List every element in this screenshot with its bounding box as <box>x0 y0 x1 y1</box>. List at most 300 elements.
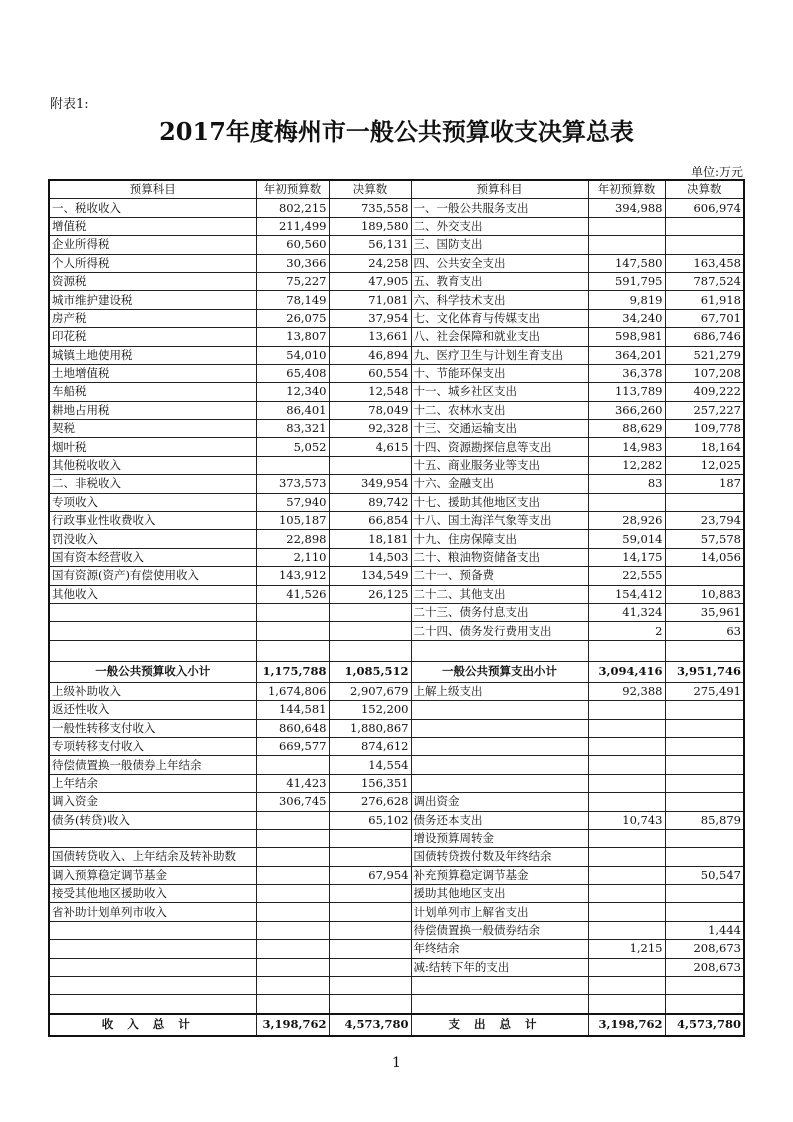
expense-budget-cell: 2 <box>588 622 665 640</box>
expense-subject-cell: 待偿债置换一般债券结余 <box>411 921 588 939</box>
attachment-label: 附表1: <box>50 97 89 112</box>
expense-subject-cell: 十、节能环保支出 <box>411 364 588 382</box>
expense-budget-cell: 598,981 <box>588 328 665 346</box>
income-final-cell: 89,742 <box>329 493 411 511</box>
expense-subject-cell: 一、一般公共服务支出 <box>411 199 588 217</box>
income-final-cell: 4,615 <box>329 438 411 456</box>
income-budget-cell: 41,423 <box>256 774 329 792</box>
income-final-cell: 24,258 <box>329 254 411 272</box>
expense-subject-cell: 四、公共安全支出 <box>411 254 588 272</box>
table-row <box>49 236 744 254</box>
expense-final-cell <box>665 829 744 847</box>
income-subject-cell: 接受其他地区援助收入 <box>49 885 256 903</box>
expense-budget-cell <box>588 977 665 995</box>
income-budget-cell: 5,052 <box>256 438 329 456</box>
table-row <box>49 603 744 621</box>
expense-subject-cell: 增设预算周转金 <box>411 829 588 847</box>
expense-final-cell: 1,444 <box>665 921 744 939</box>
income-budget-cell: 75,227 <box>256 272 329 290</box>
income-subject-cell: 国债转贷收入、上年结余及转补助数 <box>49 848 256 866</box>
income-budget-cell <box>256 622 329 640</box>
expense-final-cell <box>665 236 744 254</box>
income-final-cell <box>329 977 411 995</box>
income-budget-cell: 669,577 <box>256 737 329 755</box>
expense-final-cell: 275,491 <box>665 682 744 700</box>
expense-budget-cell <box>588 756 665 774</box>
income-subject-cell <box>49 977 256 995</box>
income-final-cell: 67,954 <box>329 866 411 884</box>
income-budget-cell: 12,340 <box>256 383 329 401</box>
income-final-cell: 276,628 <box>329 793 411 811</box>
income-subject-cell: 罚没收入 <box>49 530 256 548</box>
table-row <box>49 401 744 419</box>
expense-subject-cell: 二十一、预备费 <box>411 567 588 585</box>
expense-subject-cell: 二十、粮油物资储备支出 <box>411 548 588 566</box>
total-row <box>49 1014 744 1036</box>
income-budget-cell: 13,807 <box>256 328 329 346</box>
income-budget-cell <box>256 885 329 903</box>
expense-budget-cell: 394,988 <box>588 199 665 217</box>
expense-subject-cell: 六、科学技术支出 <box>411 291 588 309</box>
expense-budget-cell: 3,198,762 <box>588 1014 665 1036</box>
expense-budget-cell <box>588 829 665 847</box>
expense-final-cell: 67,701 <box>665 309 744 327</box>
table-row <box>49 346 744 364</box>
table-row <box>49 456 744 474</box>
income-subject-cell: 行政事业性收费收入 <box>49 512 256 530</box>
income-budget-cell <box>256 940 329 958</box>
table-row <box>49 567 744 585</box>
income-budget-cell: 373,573 <box>256 475 329 493</box>
income-budget-cell: 860,648 <box>256 719 329 737</box>
expense-budget-cell: 364,201 <box>588 346 665 364</box>
expense-budget-cell <box>588 848 665 866</box>
income-budget-cell: 1,674,806 <box>256 682 329 700</box>
table-row <box>49 309 744 327</box>
income-final-cell: 56,131 <box>329 236 411 254</box>
income-subject-cell: 国有资本经营收入 <box>49 548 256 566</box>
expense-subject-cell: 国债转贷拨付数及年终结余 <box>411 848 588 866</box>
table-row <box>49 977 744 995</box>
income-final-cell <box>329 995 411 1014</box>
expense-subject-cell <box>411 701 588 719</box>
expense-subject-cell <box>411 756 588 774</box>
expense-final-cell: 257,227 <box>665 401 744 419</box>
income-budget-cell: 1,175,788 <box>256 661 329 682</box>
expense-final-cell: 3,951,746 <box>665 661 744 682</box>
expense-budget-cell: 12,282 <box>588 456 665 474</box>
income-subject-cell: 增值税 <box>49 217 256 235</box>
table-row <box>49 328 744 346</box>
expense-subject-cell <box>411 719 588 737</box>
expense-final-cell: 4,573,780 <box>665 1014 744 1036</box>
income-budget-cell: 83,321 <box>256 420 329 438</box>
income-subject-cell: 调入预算稳定调节基金 <box>49 866 256 884</box>
income-subject-cell: 专项转移支付收入 <box>49 737 256 755</box>
table-row <box>49 585 744 603</box>
expense-subject-cell: 补充预算稳定调节基金 <box>411 866 588 884</box>
income-final-cell: 12,548 <box>329 383 411 401</box>
expense-subject-cell: 减:结转下年的支出 <box>411 958 588 976</box>
income-subject-cell: 国有资源(资产)有偿使用收入 <box>49 567 256 585</box>
income-subject-cell: 一般性转移支付收入 <box>49 719 256 737</box>
expense-budget-cell: 366,260 <box>588 401 665 419</box>
empty-cell <box>329 640 411 661</box>
table-row <box>49 866 744 884</box>
expense-budget-cell: 28,926 <box>588 512 665 530</box>
expense-subject-cell: 十九、住房保障支出 <box>411 530 588 548</box>
expense-final-cell <box>665 493 744 511</box>
expense-final-cell: 787,524 <box>665 272 744 290</box>
income-subject-cell: 债务(转贷)收入 <box>49 811 256 829</box>
expense-subject-cell: 上解上级支出 <box>411 682 588 700</box>
income-subject-cell: 城镇土地使用税 <box>49 346 256 364</box>
income-final-cell: 2,907,679 <box>329 682 411 700</box>
expense-budget-cell: 9,819 <box>588 291 665 309</box>
table-row <box>49 420 744 438</box>
expense-budget-cell: 36,378 <box>588 364 665 382</box>
expense-subject-cell: 十八、国土海洋气象等支出 <box>411 512 588 530</box>
income-budget-cell: 54,010 <box>256 346 329 364</box>
table-row <box>49 774 744 792</box>
header-income-budget: 年初预算数 <box>256 180 329 199</box>
expense-subject-cell: 援助其他地区支出 <box>411 885 588 903</box>
expense-final-cell <box>665 995 744 1014</box>
header-income-subject: 预算科目 <box>49 180 256 199</box>
income-subject-cell: 待偿债置换一般债券上年结余 <box>49 756 256 774</box>
expense-subject-cell: 二十二、其他支出 <box>411 585 588 603</box>
income-budget-cell <box>256 921 329 939</box>
income-budget-cell: 802,215 <box>256 199 329 217</box>
expense-subject-cell: 年终结余 <box>411 940 588 958</box>
expense-final-cell <box>665 701 744 719</box>
page-number: 1 <box>392 1055 401 1071</box>
income-final-cell: 349,954 <box>329 475 411 493</box>
expense-subject-cell: 二十三、债务付息支出 <box>411 603 588 621</box>
table-row <box>49 272 744 290</box>
income-budget-cell: 26,075 <box>256 309 329 327</box>
table-row <box>49 548 744 566</box>
income-final-cell: 60,554 <box>329 364 411 382</box>
expense-final-cell <box>665 756 744 774</box>
expense-final-cell: 109,778 <box>665 420 744 438</box>
expense-final-cell <box>665 774 744 792</box>
table-row <box>49 848 744 866</box>
table-row <box>49 291 744 309</box>
income-final-cell <box>329 921 411 939</box>
expense-budget-cell <box>588 793 665 811</box>
expense-subject-cell: 十七、援助其他地区支出 <box>411 493 588 511</box>
empty-cell <box>588 640 665 661</box>
table-row <box>49 217 744 235</box>
income-budget-cell <box>256 829 329 847</box>
expense-final-cell <box>665 737 744 755</box>
income-subject-cell: 印花税 <box>49 328 256 346</box>
header-expense-budget: 年初预算数 <box>588 180 665 199</box>
expense-subject-cell <box>411 737 588 755</box>
expense-final-cell: 12,025 <box>665 456 744 474</box>
expense-budget-cell: 591,795 <box>588 272 665 290</box>
expense-final-cell: 107,208 <box>665 364 744 382</box>
expense-final-cell <box>665 903 744 921</box>
expense-budget-cell <box>588 903 665 921</box>
expense-budget-cell: 10,743 <box>588 811 665 829</box>
expense-budget-cell <box>588 701 665 719</box>
expense-subject-cell: 三、国防支出 <box>411 236 588 254</box>
income-final-cell: 65,102 <box>329 811 411 829</box>
expense-subject-cell: 十五、商业服务业等支出 <box>411 456 588 474</box>
expense-budget-cell: 92,388 <box>588 682 665 700</box>
income-budget-cell: 306,745 <box>256 793 329 811</box>
income-final-cell: 66,854 <box>329 512 411 530</box>
income-budget-cell: 22,898 <box>256 530 329 548</box>
table-row <box>49 199 744 217</box>
table-row <box>49 701 744 719</box>
income-final-cell: 13,661 <box>329 328 411 346</box>
table-header-row <box>49 180 744 199</box>
table-row <box>49 254 744 272</box>
income-final-cell: 156,351 <box>329 774 411 792</box>
income-subject-cell: 城市维护建设税 <box>49 291 256 309</box>
expense-subject-cell <box>411 977 588 995</box>
table-row <box>49 622 744 640</box>
income-budget-cell: 211,499 <box>256 217 329 235</box>
table-row <box>49 364 744 382</box>
table-row <box>49 921 744 939</box>
income-subject-cell: 一般公共预算收入小计 <box>49 661 256 682</box>
expense-final-cell: 18,164 <box>665 438 744 456</box>
expense-final-cell: 35,961 <box>665 603 744 621</box>
empty-cell <box>256 640 329 661</box>
income-budget-cell: 144,581 <box>256 701 329 719</box>
income-budget-cell <box>256 456 329 474</box>
expense-subject-cell: 十二、农林水支出 <box>411 401 588 419</box>
table-row <box>49 995 744 1014</box>
header-expense-subject: 预算科目 <box>411 180 588 199</box>
income-budget-cell <box>256 603 329 621</box>
table-row <box>49 383 744 401</box>
expense-subject-cell: 支出总计 <box>411 1014 588 1036</box>
income-final-cell: 18,181 <box>329 530 411 548</box>
expense-subject-cell <box>411 995 588 1014</box>
expense-budget-cell <box>588 921 665 939</box>
expense-final-cell: 409,222 <box>665 383 744 401</box>
table-row <box>49 903 744 921</box>
budget-table <box>48 179 745 1037</box>
table-row <box>49 493 744 511</box>
expense-budget-cell: 59,014 <box>588 530 665 548</box>
income-budget-cell <box>256 756 329 774</box>
table-row <box>49 438 744 456</box>
expense-subject-cell: 十六、金融支出 <box>411 475 588 493</box>
expense-subject-cell: 十四、资源勘探信息等支出 <box>411 438 588 456</box>
income-budget-cell: 30,366 <box>256 254 329 272</box>
income-final-cell: 37,954 <box>329 309 411 327</box>
income-subject-cell: 契税 <box>49 420 256 438</box>
expense-final-cell: 50,547 <box>665 866 744 884</box>
income-final-cell: 4,573,780 <box>329 1014 411 1036</box>
expense-budget-cell <box>588 958 665 976</box>
income-final-cell <box>329 603 411 621</box>
expense-budget-cell: 41,324 <box>588 603 665 621</box>
expense-final-cell: 85,879 <box>665 811 744 829</box>
expense-final-cell: 10,883 <box>665 585 744 603</box>
expense-final-cell: 14,056 <box>665 548 744 566</box>
expense-budget-cell: 154,412 <box>588 585 665 603</box>
expense-subject-cell: 债务还本支出 <box>411 811 588 829</box>
income-subject-cell: 其他税收收入 <box>49 456 256 474</box>
income-final-cell <box>329 829 411 847</box>
income-final-cell: 47,905 <box>329 272 411 290</box>
income-final-cell <box>329 940 411 958</box>
expense-subject-cell: 七、文化体育与传媒支出 <box>411 309 588 327</box>
income-subject-cell: 上年结余 <box>49 774 256 792</box>
income-final-cell <box>329 958 411 976</box>
income-budget-cell <box>256 958 329 976</box>
empty-cell <box>49 640 256 661</box>
income-subject-cell <box>49 958 256 976</box>
income-subject-cell: 车船税 <box>49 383 256 401</box>
income-subject-cell: 省补助计划单列市收入 <box>49 903 256 921</box>
income-subject-cell: 专项收入 <box>49 493 256 511</box>
income-budget-cell: 78,149 <box>256 291 329 309</box>
expense-subject-cell: 二十四、债务发行费用支出 <box>411 622 588 640</box>
expense-budget-cell: 113,789 <box>588 383 665 401</box>
expense-budget-cell: 22,555 <box>588 567 665 585</box>
expense-subject-cell: 十一、城乡社区支出 <box>411 383 588 401</box>
income-final-cell <box>329 848 411 866</box>
income-final-cell: 14,554 <box>329 756 411 774</box>
table-row <box>49 756 744 774</box>
expense-final-cell: 187 <box>665 475 744 493</box>
blank-row <box>49 640 744 661</box>
income-budget-cell <box>256 811 329 829</box>
income-budget-cell: 143,912 <box>256 567 329 585</box>
table-row <box>49 811 744 829</box>
expense-budget-cell: 3,094,416 <box>588 661 665 682</box>
expense-subject-cell: 十三、交通运输支出 <box>411 420 588 438</box>
income-subject-cell: 房产税 <box>49 309 256 327</box>
income-subject-cell: 耕地占用税 <box>49 401 256 419</box>
expense-final-cell <box>665 793 744 811</box>
header-income-final: 决算数 <box>329 180 411 199</box>
expense-final-cell: 23,794 <box>665 512 744 530</box>
expense-final-cell: 163,458 <box>665 254 744 272</box>
expense-budget-cell: 14,175 <box>588 548 665 566</box>
income-budget-cell: 57,940 <box>256 493 329 511</box>
income-subject-cell: 其他收入 <box>49 585 256 603</box>
income-final-cell <box>329 903 411 921</box>
expense-budget-cell <box>588 217 665 235</box>
income-subject-cell: 一、税收收入 <box>49 199 256 217</box>
page-title: 2017年度梅州市一般公共预算收支决算总表 <box>159 117 634 146</box>
header-expense-final: 决算数 <box>665 180 744 199</box>
expense-final-cell: 686,746 <box>665 328 744 346</box>
expense-final-cell: 208,673 <box>665 940 744 958</box>
expense-budget-cell <box>588 737 665 755</box>
income-final-cell <box>329 456 411 474</box>
table-row <box>49 530 744 548</box>
table-row <box>49 940 744 958</box>
expense-final-cell <box>665 848 744 866</box>
income-subject-cell: 二、非税收入 <box>49 475 256 493</box>
expense-budget-cell: 83 <box>588 475 665 493</box>
expense-final-cell <box>665 217 744 235</box>
expense-final-cell: 606,974 <box>665 199 744 217</box>
expense-budget-cell <box>588 885 665 903</box>
income-subject-cell: 返还性收入 <box>49 701 256 719</box>
income-final-cell: 92,328 <box>329 420 411 438</box>
income-subject-cell: 资源税 <box>49 272 256 290</box>
expense-subject-cell: 计划单列市上解省支出 <box>411 903 588 921</box>
expense-subject-cell <box>411 774 588 792</box>
income-subject-cell <box>49 921 256 939</box>
income-final-cell: 1,880,867 <box>329 719 411 737</box>
table-row <box>49 829 744 847</box>
income-budget-cell <box>256 977 329 995</box>
income-final-cell: 189,580 <box>329 217 411 235</box>
table-row <box>49 475 744 493</box>
table-row <box>49 719 744 737</box>
income-budget-cell: 86,401 <box>256 401 329 419</box>
expense-subject-cell: 九、医疗卫生与计划生育支出 <box>411 346 588 364</box>
income-budget-cell: 41,526 <box>256 585 329 603</box>
income-final-cell: 152,200 <box>329 701 411 719</box>
table-row <box>49 885 744 903</box>
expense-subject-cell: 五、教育支出 <box>411 272 588 290</box>
expense-budget-cell: 88,629 <box>588 420 665 438</box>
income-subject-cell: 烟叶税 <box>49 438 256 456</box>
income-subject-cell: 收入总计 <box>49 1014 256 1036</box>
expense-final-cell: 61,918 <box>665 291 744 309</box>
income-subject-cell: 个人所得税 <box>49 254 256 272</box>
expense-budget-cell <box>588 236 665 254</box>
expense-final-cell <box>665 719 744 737</box>
expense-budget-cell: 14,983 <box>588 438 665 456</box>
income-final-cell: 874,612 <box>329 737 411 755</box>
income-budget-cell: 2,110 <box>256 548 329 566</box>
expense-budget-cell <box>588 866 665 884</box>
income-budget-cell <box>256 848 329 866</box>
income-subject-cell <box>49 603 256 621</box>
subtotal-row <box>49 661 744 682</box>
expense-subject-cell: 一般公共预算支出小计 <box>411 661 588 682</box>
table-row <box>49 737 744 755</box>
expense-final-cell <box>665 567 744 585</box>
income-budget-cell: 60,560 <box>256 236 329 254</box>
income-budget-cell: 105,187 <box>256 512 329 530</box>
table-row <box>49 682 744 700</box>
expense-budget-cell: 1,215 <box>588 940 665 958</box>
income-subject-cell: 调入资金 <box>49 793 256 811</box>
income-budget-cell: 65,408 <box>256 364 329 382</box>
expense-subject-cell: 八、社会保障和就业支出 <box>411 328 588 346</box>
income-subject-cell: 企业所得税 <box>49 236 256 254</box>
income-final-cell: 26,125 <box>329 585 411 603</box>
income-subject-cell: 土地增值税 <box>49 364 256 382</box>
expense-final-cell: 208,673 <box>665 958 744 976</box>
expense-budget-cell <box>588 719 665 737</box>
income-subject-cell: 上级补助收入 <box>49 682 256 700</box>
income-subject-cell <box>49 622 256 640</box>
expense-final-cell: 521,279 <box>665 346 744 364</box>
empty-cell <box>411 640 588 661</box>
expense-budget-cell: 147,580 <box>588 254 665 272</box>
table-row <box>49 958 744 976</box>
expense-budget-cell: 34,240 <box>588 309 665 327</box>
income-final-cell: 71,081 <box>329 291 411 309</box>
income-final-cell: 78,049 <box>329 401 411 419</box>
